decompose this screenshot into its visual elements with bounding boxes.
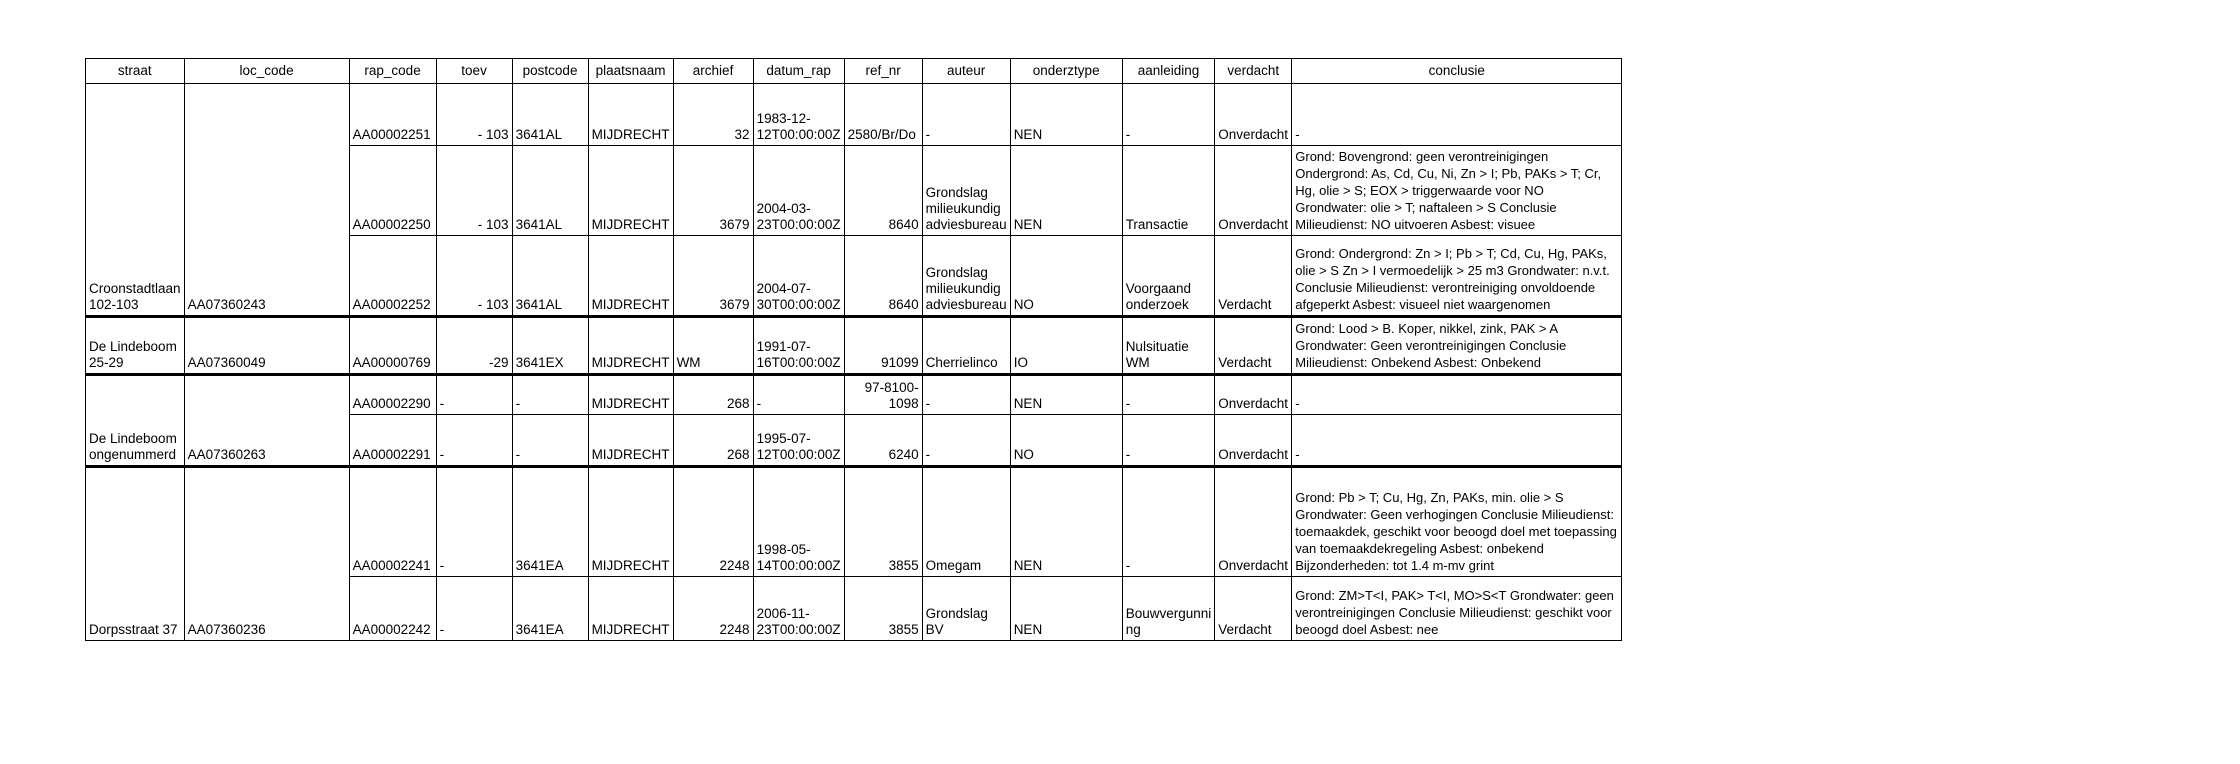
cell-loc-code: AA07360263 (184, 375, 349, 467)
cell-datum-rap: 1998-05- 14T00:00:00Z (753, 467, 844, 577)
cell-conclusie: Grond: Ondergrond: Zn > I; Pb > T; Cd, Cu, Hg, PAKs, olie > S Zn > I vermoedelijk > 25 m3 Grondwater: n.v.t. Conclusie Milieudienst: verontreiniging onvoldoende afgeperkt Asbest: visueel niet waargenomen (1292, 236, 1622, 317)
cell-conclusie: Grond: Lood > B. Koper, nikkel, zink, PAK > A Grondwater: Geen verontreinigingen Conclusie Milieudienst: Onbekend Asbest: Onbekend (1292, 317, 1622, 375)
cell-auteur: - (922, 84, 1010, 146)
column-header-datum-rap: datum_rap (753, 59, 844, 84)
column-header-rap-code: rap_code (349, 59, 436, 84)
column-header-ref-nr: ref_nr (844, 59, 922, 84)
column-header-postcode: postcode (512, 59, 588, 84)
cell-straat: De Lindeboom ongenummerd (86, 375, 185, 467)
cell-onderztype: NEN (1010, 467, 1122, 577)
column-header-aanleiding: aanleiding (1122, 59, 1215, 84)
cell-toev: -29 (436, 317, 512, 375)
cell-auteur: - (922, 375, 1010, 415)
cell-onderztype: NEN (1010, 375, 1122, 415)
cell-ref-nr: 3855 (844, 467, 922, 577)
cell-datum-rap: 1995-07- 12T00:00:00Z (753, 415, 844, 467)
cell-postcode: - (512, 415, 588, 467)
cell-rap-code: AA00002241 (349, 467, 436, 577)
cell-toev: - (436, 415, 512, 467)
cell-datum-rap: 1991-07- 16T00:00:00Z (753, 317, 844, 375)
cell-toev: - (436, 467, 512, 577)
results-table (85, 58, 1622, 641)
cell-ref-nr: 6240 (844, 415, 922, 467)
cell-archief: 3679 (673, 146, 753, 236)
cell-postcode: - (512, 375, 588, 415)
cell-plaatsnaam: MIJDRECHT (588, 236, 673, 317)
cell-toev: - 103 (436, 236, 512, 317)
cell-rap-code: AA00002250 (349, 146, 436, 236)
cell-onderztype: NO (1010, 415, 1122, 467)
cell-aanleiding: - (1122, 415, 1215, 467)
cell-ref-nr: 3855 (844, 577, 922, 641)
cell-rap-code: AA00000769 (349, 317, 436, 375)
column-header-conclusie: conclusie (1292, 59, 1622, 84)
cell-archief: 2248 (673, 577, 753, 641)
cell-postcode: 3641AL (512, 236, 588, 317)
cell-datum-rap: 2004-03- 23T00:00:00Z (753, 146, 844, 236)
cell-verdacht: Verdacht (1215, 317, 1292, 375)
cell-ref-nr: 8640 (844, 146, 922, 236)
cell-toev: - 103 (436, 146, 512, 236)
cell-aanleiding: - (1122, 375, 1215, 415)
cell-onderztype: NO (1010, 236, 1122, 317)
cell-auteur: - (922, 415, 1010, 467)
cell-conclusie: - (1292, 375, 1622, 415)
table-header (86, 59, 1622, 84)
table-body (86, 84, 1622, 641)
cell-datum-rap: 2006-11- 23T00:00:00Z (753, 577, 844, 641)
cell-onderztype: NEN (1010, 577, 1122, 641)
column-header-auteur: auteur (922, 59, 1010, 84)
cell-archief: 268 (673, 415, 753, 467)
column-header-plaatsnaam: plaatsnaam (588, 59, 673, 84)
cell-plaatsnaam: MIJDRECHT (588, 146, 673, 236)
cell-toev: - 103 (436, 84, 512, 146)
cell-verdacht: Onverdacht (1215, 375, 1292, 415)
cell-straat: De Lindeboom 25-29 (86, 317, 185, 375)
cell-postcode: 3641EX (512, 317, 588, 375)
cell-archief: WM (673, 317, 753, 375)
cell-rap-code: AA00002251 (349, 84, 436, 146)
cell-aanleiding: - (1122, 84, 1215, 146)
cell-onderztype: NEN (1010, 146, 1122, 236)
cell-aanleiding: Nulsituatie WM (1122, 317, 1215, 375)
cell-plaatsnaam: MIJDRECHT (588, 375, 673, 415)
cell-auteur: Grondslag milieukundig adviesbureau (922, 146, 1010, 236)
cell-ref-nr: 97-8100-1098 (844, 375, 922, 415)
cell-conclusie: - (1292, 415, 1622, 467)
cell-rap-code: AA00002242 (349, 577, 436, 641)
column-header-verdacht: verdacht (1215, 59, 1292, 84)
cell-postcode: 3641AL (512, 84, 588, 146)
cell-datum-rap: 2004-07- 30T00:00:00Z (753, 236, 844, 317)
table-row (86, 84, 1622, 146)
cell-verdacht: Onverdacht (1215, 84, 1292, 146)
cell-conclusie: - (1292, 84, 1622, 146)
cell-conclusie: Grond: Pb > T; Cu, Hg, Zn, PAKs, min. olie > S Grondwater: Geen verhogingen Conclusie Milieudienst: toemaakdek, geschikt voor beoogd doel met toepassing van toemaakdekregeling Asbest: onbekend Bijzonderheden: tot 1.4 m-mv grint (1292, 467, 1622, 577)
column-header-loc-code: loc_code (184, 59, 349, 84)
cell-archief: 2248 (673, 467, 753, 577)
cell-archief: 268 (673, 375, 753, 415)
cell-verdacht: Onverdacht (1215, 467, 1292, 577)
cell-plaatsnaam: MIJDRECHT (588, 317, 673, 375)
cell-straat: Croonstadtlaan 102-103 (86, 84, 185, 317)
column-header-toev: toev (436, 59, 512, 84)
cell-rap-code: AA00002290 (349, 375, 436, 415)
cell-plaatsnaam: MIJDRECHT (588, 577, 673, 641)
table-row (86, 467, 1622, 577)
cell-auteur: Omegam (922, 467, 1010, 577)
cell-archief: 3679 (673, 236, 753, 317)
cell-ref-nr: 8640 (844, 236, 922, 317)
table-row (86, 375, 1622, 415)
cell-archief: 32 (673, 84, 753, 146)
cell-auteur: Grondslag milieukundig adviesbureau (922, 236, 1010, 317)
cell-auteur: Cherrielinco (922, 317, 1010, 375)
cell-conclusie: Grond: ZM>T<I, PAK> T<I, MO>S<T Grondwater: geen verontreinigingen Conclusie Milieudienst: geschikt voor beoogd doel Asbest: nee (1292, 577, 1622, 641)
cell-ref-nr: 91099 (844, 317, 922, 375)
cell-toev: - (436, 375, 512, 415)
cell-postcode: 3641AL (512, 146, 588, 236)
cell-aanleiding: Bouwvergunni ng (1122, 577, 1215, 641)
cell-toev: - (436, 577, 512, 641)
cell-loc-code: AA07360049 (184, 317, 349, 375)
column-header-straat: straat (86, 59, 185, 84)
cell-auteur: Grondslag BV (922, 577, 1010, 641)
header-row (86, 59, 1622, 84)
cell-datum-rap: - (753, 375, 844, 415)
cell-verdacht: Onverdacht (1215, 415, 1292, 467)
cell-plaatsnaam: MIJDRECHT (588, 84, 673, 146)
column-header-onderztype: onderztype (1010, 59, 1122, 84)
cell-aanleiding: - (1122, 467, 1215, 577)
cell-onderztype: IO (1010, 317, 1122, 375)
cell-rap-code: AA00002291 (349, 415, 436, 467)
cell-plaatsnaam: MIJDRECHT (588, 415, 673, 467)
cell-aanleiding: Transactie (1122, 146, 1215, 236)
cell-verdacht: Verdacht (1215, 236, 1292, 317)
cell-verdacht: Onverdacht (1215, 146, 1292, 236)
cell-loc-code: AA07360243 (184, 84, 349, 317)
cell-loc-code: AA07360236 (184, 467, 349, 641)
cell-aanleiding: Voorgaand onderzoek (1122, 236, 1215, 317)
table-row (86, 317, 1622, 375)
cell-verdacht: Verdacht (1215, 577, 1292, 641)
cell-conclusie: Grond: Bovengrond: geen verontreinigingen Ondergrond: As, Cd, Cu, Ni, Zn > I; Pb, PAKs > T; Cr, Hg, olie > S; EOX > triggerwaarde voor NO Grondwater: olie > T; naftaleen > S Conclusie Milieudienst: NO uitvoeren Asbest: visuee (1292, 146, 1622, 236)
cell-postcode: 3641EA (512, 577, 588, 641)
cell-datum-rap: 1983-12- 12T00:00:00Z (753, 84, 844, 146)
column-header-archief: archief (673, 59, 753, 84)
cell-plaatsnaam: MIJDRECHT (588, 467, 673, 577)
cell-postcode: 3641EA (512, 467, 588, 577)
cell-rap-code: AA00002252 (349, 236, 436, 317)
cell-ref-nr: 2580/Br/Do (844, 84, 922, 146)
cell-onderztype: NEN (1010, 84, 1122, 146)
cell-straat: Dorpsstraat 37 (86, 467, 185, 641)
